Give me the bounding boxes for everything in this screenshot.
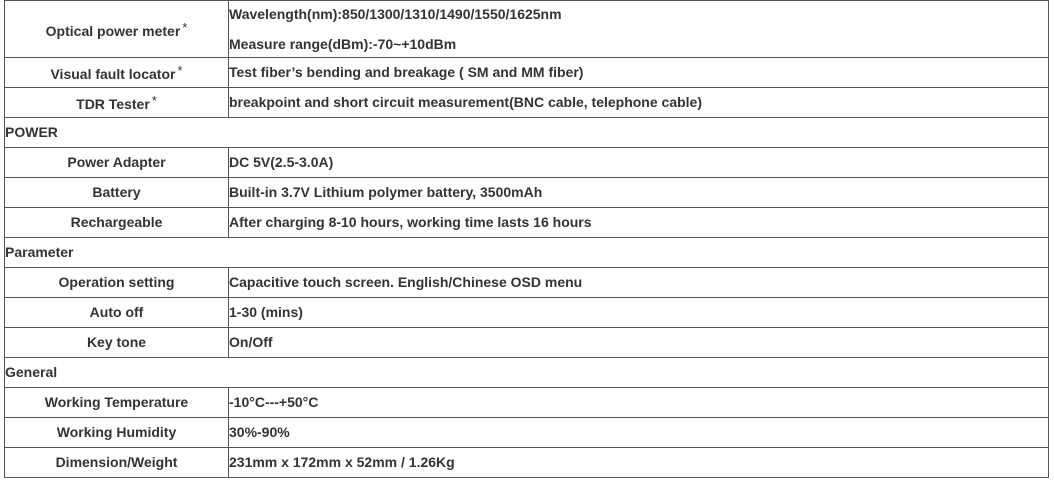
section-header-row [5,238,1049,268]
table-row [5,298,1049,328]
spec-label: Rechargeable [5,208,229,238]
spec-value-cell [229,1,1049,58]
table-row [5,418,1049,448]
spec-value: -10°C---+50°C [229,388,1049,418]
spec-value-line: Measure range(dBm):-70~+10dBm [229,36,457,52]
spec-value: After charging 8-10 hours, working time lasts 16 hours [229,208,1049,238]
spec-label: Dimension/Weight [5,448,229,478]
spec-value: 30%-90% [229,418,1049,448]
table-row [5,148,1049,178]
asterisk-mark: * [151,93,157,108]
spec-label: Working Temperature [5,388,229,418]
table-row [5,208,1049,238]
spec-value: 231mm x 172mm x 52mm / 1.26Kg [229,448,1049,478]
spec-label: Power Adapter [5,148,229,178]
spec-value: Built-in 3.7V Lithium polymer battery, 3500mAh [229,178,1049,208]
spec-label-cell [5,88,229,118]
spec-label: Auto off [5,298,229,328]
spec-value: breakpoint and short circuit measurement(BNC cable, telephone cable) [229,88,1049,118]
spec-value: On/Off [229,328,1049,358]
spec-table [4,0,1049,478]
table-row [5,388,1049,418]
section-header-row [5,118,1049,148]
spec-label: Visual fault locator [50,66,176,82]
section-title: General [5,358,1049,388]
spec-label: Operation setting [5,268,229,298]
section-header-row [5,358,1049,388]
spec-label: Optical power meter [45,22,181,39]
section-title: POWER [5,118,1049,148]
table-row [5,88,1049,118]
spec-label: TDR Tester [76,96,150,112]
table-row [5,58,1049,88]
asterisk-mark: * [182,19,188,35]
spec-value: Test fiber’s bending and breakage ( SM and MM fiber) [229,58,1049,88]
section-title: Parameter [5,238,1049,268]
table-row [5,448,1049,478]
spec-value-line: Wavelength(nm):850/1300/1310/1490/1550/1625nm [229,6,562,22]
table-row [5,268,1049,298]
spec-value: DC 5V(2.5-3.0A) [229,148,1049,178]
spec-label: Battery [5,178,229,208]
table-row [5,1,1049,58]
spec-label: Key tone [5,328,229,358]
asterisk-mark: * [177,63,183,78]
spec-label: Working Humidity [5,418,229,448]
spec-value: 1-30 (mins) [229,298,1049,328]
table-row [5,328,1049,358]
spec-label-cell [5,1,229,58]
table-row [5,178,1049,208]
spec-label-cell [5,58,229,88]
spec-value: Capacitive touch screen. English/Chinese OSD menu [229,268,1049,298]
